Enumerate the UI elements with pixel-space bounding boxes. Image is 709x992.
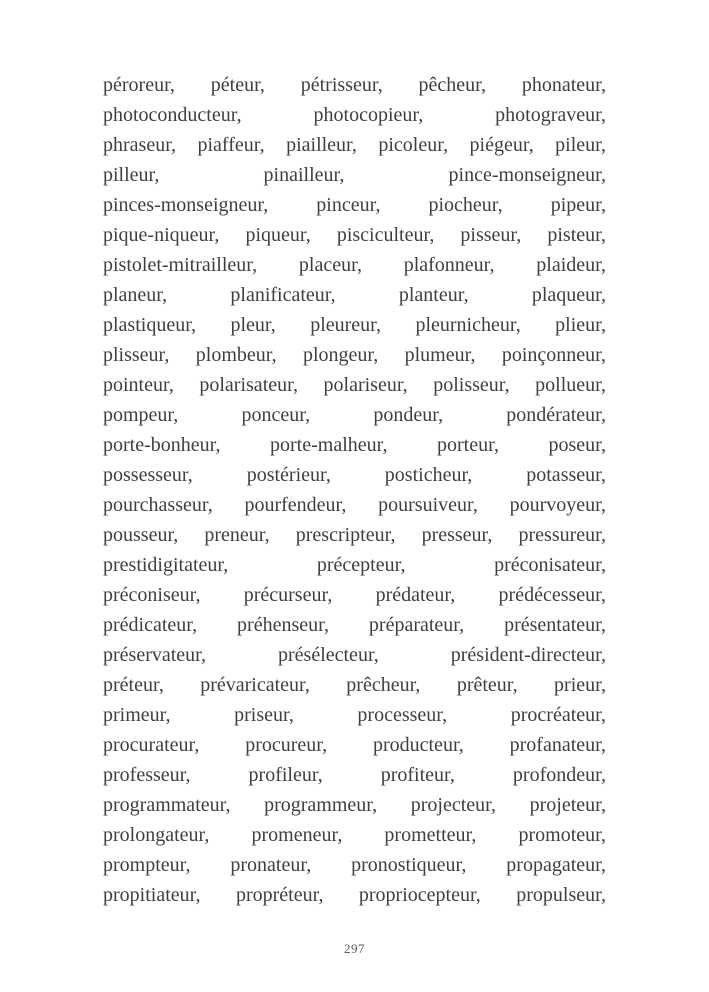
text-line: prolongateur, promeneur, prometteur, promoteur, xyxy=(103,824,606,846)
text-line: pistolet-mitrailleur, placeur, plafonneur, plaideur, xyxy=(103,254,606,276)
text-line: porte-bonheur, porte-malheur, porteur, poseur, xyxy=(103,434,606,456)
text-line: plisseur, plombeur, plongeur, plumeur, poinçonneur, xyxy=(103,344,606,366)
text-line: pompeur, ponceur, pondeur, pondérateur, xyxy=(103,404,606,426)
text-line: propitiateur, propréteur, propriocepteur, propulseur, xyxy=(103,884,606,906)
text-line: possesseur, postérieur, posticheur, potasseur, xyxy=(103,464,606,486)
text-line: pinces-monseigneur, pinceur, piocheur, pipeur, xyxy=(103,194,606,216)
page-number: 297 xyxy=(344,941,365,956)
text-line: prédicateur, préhenseur, préparateur, présentateur, xyxy=(103,614,606,636)
text-line: préteur, prévaricateur, prêcheur, prêteur, prieur, xyxy=(103,674,606,696)
text-line: planeur, planificateur, planteur, plaqueur, xyxy=(103,284,606,306)
text-line: préconiseur, précurseur, prédateur, prédécesseur, xyxy=(103,584,606,606)
text-line: phraseur, piaffeur, piailleur, picoleur, piégeur, pileur, xyxy=(103,134,606,156)
text-line: procurateur, procureur, producteur, profanateur, xyxy=(103,734,606,756)
text-line: pique-niqueur, piqueur, pisciculteur, pisseur, pisteur, xyxy=(103,224,606,246)
text-line: programmateur, programmeur, projecteur, projeteur, xyxy=(103,794,606,816)
text-line: plastiqueur, pleur, pleureur, pleurnicheur, plieur, xyxy=(103,314,606,336)
text-line: pilleur, pinailleur, pince-monseigneur, xyxy=(103,164,606,186)
text-line: primeur, priseur, processeur, procréateur, xyxy=(103,704,606,726)
text-line: prestidigitateur, précepteur, préconisateur, xyxy=(103,554,606,576)
text-line: prompteur, pronateur, pronostiqueur, propagateur, xyxy=(103,854,606,876)
word-list-paragraph xyxy=(103,70,606,910)
text-line: péroreur, péteur, pétrisseur, pêcheur, phonateur, xyxy=(103,74,606,96)
text-line: préservateur, présélecteur, président-directeur, xyxy=(103,644,606,666)
text-line: pourchasseur, pourfendeur, poursuiveur, pourvoyeur, xyxy=(103,494,606,516)
text-line: professeur, profileur, profiteur, profondeur, xyxy=(103,764,606,786)
text-line: pousseur, preneur, prescripteur, presseur, pressureur, xyxy=(103,524,606,546)
text-line: photoconducteur, photocopieur, photograveur, xyxy=(103,104,606,126)
text-line: pointeur, polarisateur, polariseur, polisseur, pollueur, xyxy=(103,374,606,396)
